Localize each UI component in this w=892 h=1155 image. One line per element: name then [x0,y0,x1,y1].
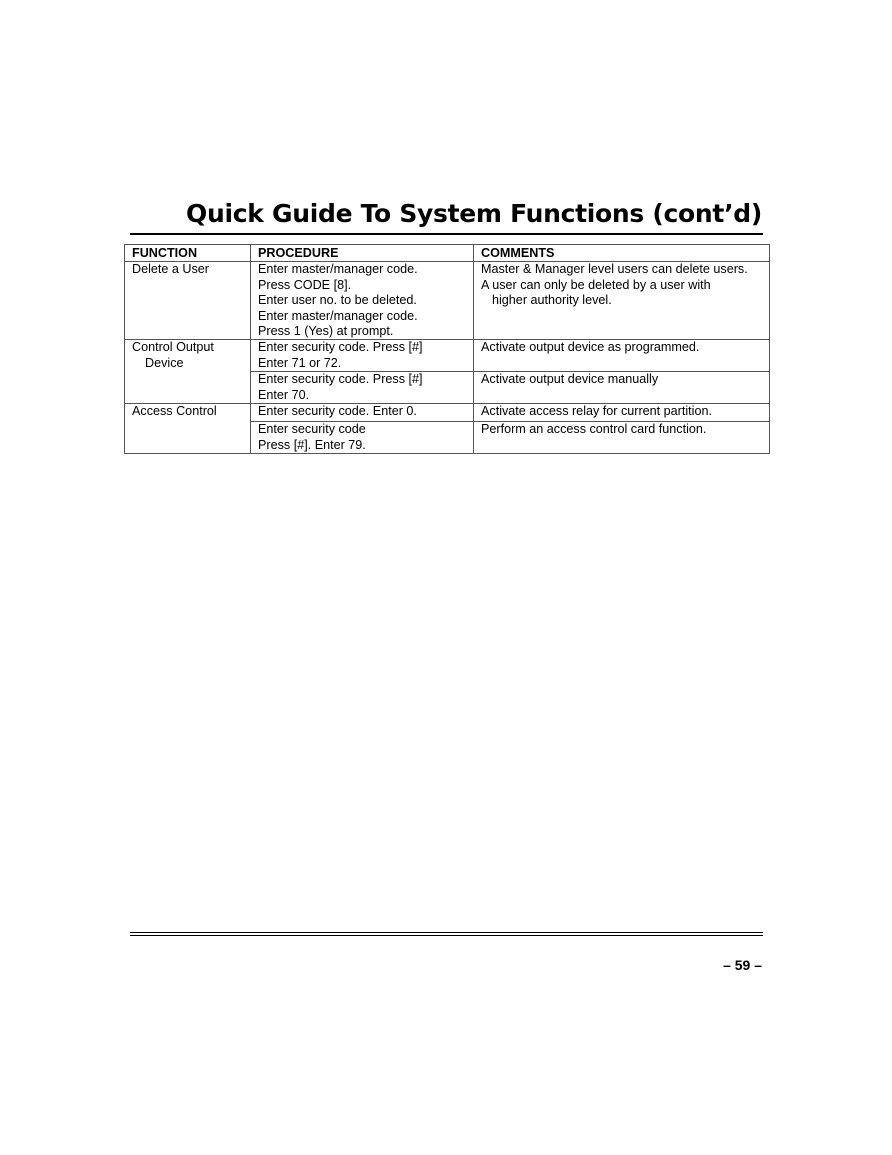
comments-cell [474,340,770,372]
title-rule [130,233,763,235]
function-text: Access Control [132,404,217,419]
procedure-line: Press CODE [8]. [258,277,352,292]
function-table [124,244,770,454]
procedure-cell [251,422,474,454]
comment-line: Activate output device as programmed. [481,340,700,355]
comment-line: Activate output device manually [481,372,659,387]
procedure-cell [251,340,474,372]
comments-cell [474,262,770,340]
table-row-control-output-1 [125,340,770,372]
function-text: Device [145,355,184,370]
procedure-line: Enter security code. Press [#] [258,340,423,355]
table-header-row [125,245,770,262]
comments-cell [474,372,770,404]
function-cell [125,262,251,340]
table-row-access-control-1 [125,404,770,422]
procedure-line: Enter user no. to be deleted. [258,293,417,308]
procedure-cell [251,262,474,340]
header-function: FUNCTION [125,245,251,262]
procedure-line: Enter master/manager code. [258,262,418,277]
page-title: Quick Guide To System Functions (cont’d) [186,199,762,228]
function-cell [125,404,251,454]
comments-cell [474,422,770,454]
procedure-line: Press 1 (Yes) at prompt. [258,324,394,339]
header-procedure: PROCEDURE [251,245,474,262]
procedure-line: Enter 71 or 72. [258,355,342,370]
page-number: – 59 – [723,957,762,973]
procedure-cell [251,404,474,422]
comment-line: Activate access relay for current partition. [481,404,712,419]
function-text: Control Output [132,340,214,355]
procedure-line: Enter security code. Enter 0. [258,404,417,419]
function-text: Delete a User [132,262,209,277]
comment-line: higher authority level. [492,293,612,308]
header-comments: COMMENTS [474,245,770,262]
table-row-delete-user [125,262,770,340]
procedure-line: Enter security code [258,422,366,437]
comment-line: Master & Manager level users can delete users. [481,262,748,277]
function-cell [125,340,251,404]
procedure-cell [251,372,474,404]
procedure-line: Enter security code. Press [#] [258,372,423,387]
comment-line: A user can only be deleted by a user with [481,277,711,292]
procedure-line: Press [#]. Enter 79. [258,437,366,452]
comment-line: Perform an access control card function. [481,422,707,437]
procedure-line: Enter master/manager code. [258,308,418,323]
procedure-line: Enter 70. [258,387,310,402]
comments-cell [474,404,770,422]
footer-rule [130,932,763,936]
